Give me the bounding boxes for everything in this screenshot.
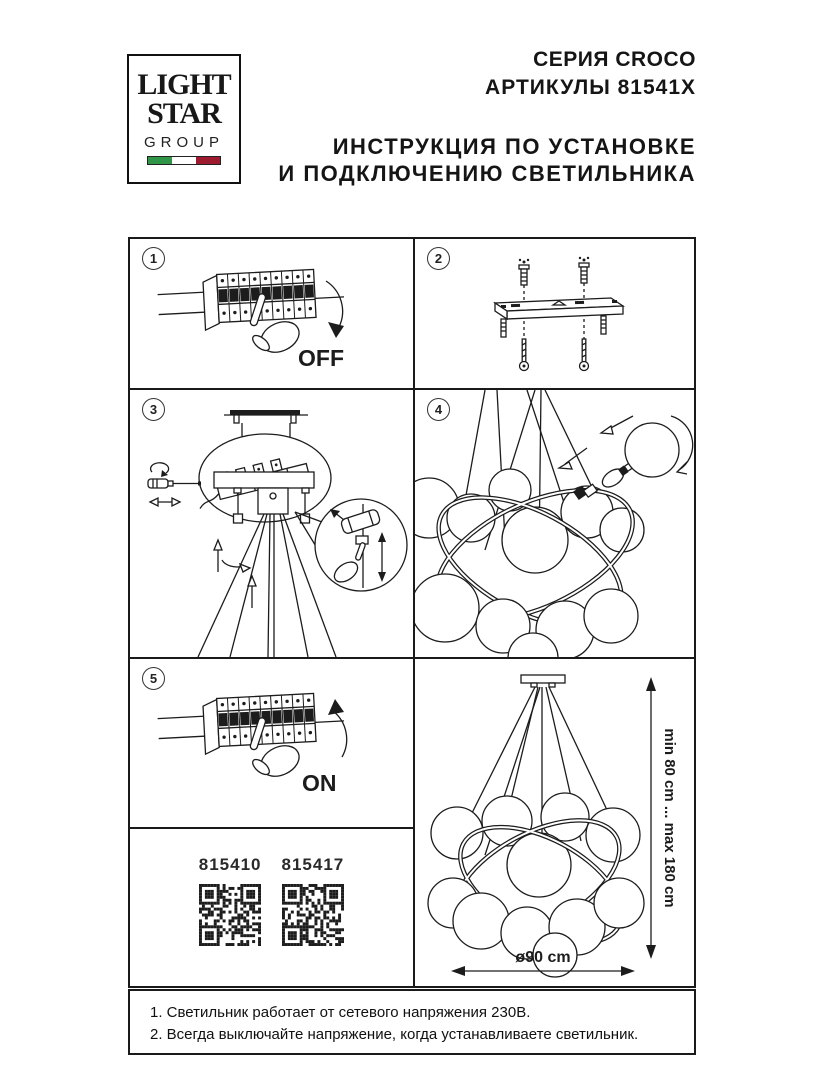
flag-white (172, 157, 196, 164)
cable-lock-detail (295, 499, 407, 591)
articles-title: АРТИКУЛЫ 81541X (485, 76, 696, 99)
qr-code (282, 884, 344, 946)
qr-panel (130, 829, 413, 986)
article-number: 815410 (198, 855, 262, 874)
glass-balls-front (415, 574, 638, 657)
instruction-title-2: И ПОДКЛЮЧЕНИЮ СВЕТИЛЬНИКА (278, 161, 696, 186)
canopy (521, 675, 565, 687)
bracket-illustration (415, 239, 694, 388)
chandelier-dimensions-illustration (415, 659, 694, 986)
diameter-label: ø90 cm (515, 949, 571, 966)
step-4-number: 4 (427, 398, 450, 421)
breaker-on-illustration (130, 659, 413, 827)
suspension-cables (198, 514, 336, 657)
step-3-number: 3 (142, 398, 165, 421)
flag-red (196, 157, 220, 164)
step-1-number: 1 (142, 247, 165, 270)
breaker-off-illustration (130, 239, 413, 388)
ceiling-rail (224, 410, 308, 423)
step-4-panel (415, 390, 694, 657)
canopy-wiring-illustration (130, 390, 413, 657)
step-5-panel (130, 659, 413, 827)
series-title: СЕРИЯ CROCO (533, 48, 696, 71)
flag-green (148, 157, 172, 164)
article-number: 815417 (281, 855, 345, 874)
lightstar-logo (127, 54, 241, 184)
step-3-panel (130, 390, 413, 657)
steps-grid (128, 237, 696, 988)
instruction-title-1: ИНСТРУКЦИЯ ПО УСТАНОВКЕ (332, 134, 696, 159)
footer-note-1: 1. Светильник работает от сетевого напряжения 230В. (150, 1004, 531, 1021)
detached-ball (625, 423, 679, 477)
footer-notes (128, 989, 696, 1055)
screwdriver-icon (148, 463, 201, 506)
arrow-up-icon (328, 699, 347, 757)
step-2-number: 2 (427, 247, 450, 270)
wall-anchor-icon (579, 257, 589, 283)
qr-code (199, 884, 261, 946)
step-2-panel (415, 239, 694, 388)
dowel-icon (601, 316, 606, 334)
on-label: ON (302, 770, 337, 796)
off-label: OFF (298, 345, 344, 371)
height-label: min 80 cm ... max 180 cm (661, 728, 678, 908)
logo-star-text: STAR (147, 97, 221, 130)
italian-flag-bar (147, 156, 221, 165)
footer-note-2: 2. Всегда выключайте напряжение, когда устанавливаете светильник. (150, 1026, 639, 1043)
screw-icon (580, 339, 589, 371)
screw-icon (520, 339, 529, 371)
logo-group-text: GROUP (143, 134, 224, 151)
qr-column (282, 855, 345, 946)
assembly-illustration (415, 390, 694, 657)
adjust-arrows (214, 540, 256, 608)
dimensions-panel (415, 659, 694, 986)
step-1-panel (130, 239, 413, 388)
step-5-number: 5 (142, 667, 165, 690)
wall-anchor-icon (519, 259, 529, 285)
dowel-icon (501, 319, 506, 337)
qr-column (199, 855, 262, 946)
logo-light-text: LIGHT (137, 68, 231, 101)
arrow-down-icon (326, 281, 344, 338)
height-dimension (646, 677, 678, 959)
